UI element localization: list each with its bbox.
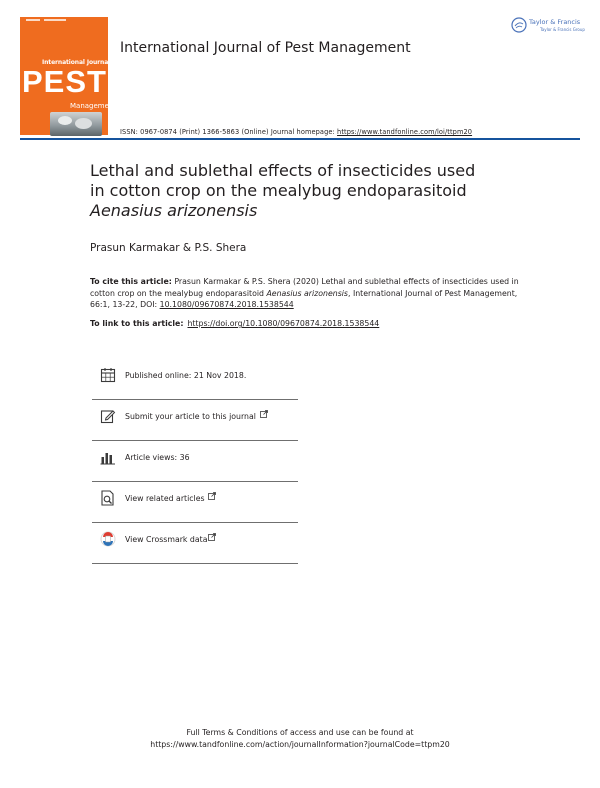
related-articles-row[interactable] — [92, 482, 298, 523]
article-views-row — [92, 441, 298, 482]
cover-journal-text: International Journal of — [42, 59, 119, 66]
authors: Prasun Karmakar & P.S. Shera — [90, 242, 247, 254]
journal-name[interactable]: International Journal of Pest Management — [120, 40, 411, 56]
citation-doi-link[interactable]: 10.1080/09670874.2018.1538544 — [159, 300, 294, 309]
submit-article-link[interactable]: Submit your article to this journal — [125, 412, 256, 421]
publisher-logo-text: Taylor & Francis — [529, 18, 581, 26]
article-title — [90, 161, 510, 221]
calendar-icon — [100, 367, 116, 383]
article-link-label: To link to this article: — [90, 319, 184, 328]
citation-label: To cite this article: — [90, 277, 172, 286]
cover-pest-text: PEST — [22, 64, 107, 99]
journal-cover — [20, 17, 119, 135]
article-doi-url[interactable]: https://doi.org/10.1080/09670874.2018.1538544 — [187, 319, 380, 328]
article-title-line-3: Aenasius arizonensis — [90, 201, 258, 220]
citation-text-2: , International Journal of Pest Management, 66:1, 13-22, DOI: — [90, 288, 518, 309]
external-link-icon — [208, 492, 216, 500]
footer — [0, 727, 600, 750]
cover-management-text: Management — [70, 102, 117, 110]
published-row — [92, 359, 298, 400]
footer-terms: Full Terms & Conditions of access and use can be found at — [186, 728, 414, 737]
published-date: Published online: 21 Nov 2018. — [125, 371, 247, 380]
crossmark-icon — [100, 531, 116, 547]
external-link-icon — [208, 533, 216, 541]
footer-terms-url[interactable]: https://www.tandfonline.com/action/journalInformation?journalCode=ttpm20 — [150, 739, 450, 749]
citation — [90, 276, 520, 311]
article-meta-list — [92, 359, 298, 564]
crossmark-row[interactable] — [92, 523, 298, 564]
issn-line — [120, 128, 472, 136]
bar-chart-icon — [100, 449, 116, 465]
cover-topline — [26, 19, 86, 24]
citation-species: Aenasius arizonensis — [266, 288, 348, 298]
article-views: Article views: 36 — [125, 453, 190, 462]
external-link-icon — [260, 410, 268, 418]
article-title-line-2: in cotton crop on the mealybug endoparasitoid — [90, 181, 467, 200]
publisher-logo-subtext: Taylor & Francis Group — [540, 27, 585, 32]
crossmark-link[interactable]: View Crossmark data — [125, 535, 208, 544]
citation-text-1: Prasun Karmakar & P.S. Shera (2020) Lethal and sublethal effects of insecticides used in cotton crop on the mealybug endoparasitoid — [90, 277, 519, 298]
publisher-logo[interactable] — [511, 16, 585, 38]
edit-icon — [100, 408, 116, 424]
submit-article-row[interactable] — [92, 400, 298, 441]
article-link-line — [90, 319, 379, 328]
related-articles-link[interactable]: View related articles — [125, 494, 205, 503]
issn-text: ISSN: 0967-0874 (Print) 1366-5863 (Online) Journal homepage: — [120, 128, 338, 136]
header-divider — [20, 138, 580, 140]
publisher-logo-icon — [511, 17, 527, 33]
journal-homepage-link[interactable]: https://www.tandfonline.com/loi/ttpm20 — [337, 128, 473, 136]
article-title-line-1: Lethal and sublethal effects of insecticides used — [90, 161, 476, 180]
cover-photo — [50, 112, 102, 136]
search-document-icon — [100, 490, 116, 506]
